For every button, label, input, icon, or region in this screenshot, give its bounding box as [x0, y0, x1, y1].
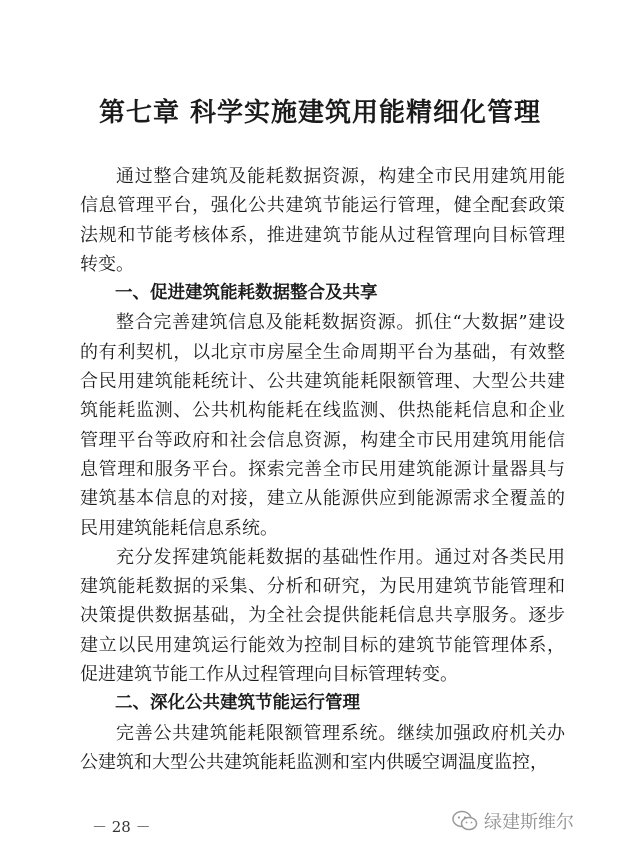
watermark [452, 808, 574, 834]
watermark-text: 绿建斯维尔 [484, 812, 574, 833]
section1-paragraph-1: 整合完善建筑信息及能耗数据资源。抓住“大数据”建设的有利契机，以北京市房屋全生命周期平台为基础，有效整合民用建筑能耗统计、公共建筑能耗限额管理、大型公共建筑能耗监测、公共机构能耗在线监测、供热能耗信息和企业管理平台等政府和社会信息资源，构建全市民用建筑用能信息管理和服务平台。探索完善全市民用建筑能源计量器具与建筑基本信息的对接，建立从能源供应到能源需求全覆盖的民用建筑能耗信息系统。 [80, 312, 565, 539]
section-heading-1: 一、促进建筑能耗数据整合及共享 [115, 283, 378, 304]
document-body [80, 162, 565, 777]
section1-paragraph-2: 充分发挥建筑能耗数据的基础性作用。通过对各类民用建筑能耗数据的采集、分析和研究，为民用建筑节能管理和决策提供数据基础，为全社会提供能耗信息共享服务。逐步建立以民用建筑运行能效为控制目标的建筑节能管理体系，促进建筑节能工作从过程管理向目标管理转变。 [80, 546, 565, 686]
section-heading-2: 二、深化公共建筑节能运行管理 [115, 693, 360, 714]
wechat-icon [452, 810, 478, 832]
chapter-title: 第七章 科学实施建筑用能精细化管理 [98, 98, 542, 128]
page-number: － 28 － [92, 818, 151, 836]
section2-paragraph-1: 完善公共建筑能耗限额管理系统。继续加强政府机关办公建筑和大型公共建筑能耗监测和室内供暖空调温度监控， [80, 722, 565, 773]
intro-paragraph: 通过整合建筑及能耗数据资源，构建全市民用建筑用能信息管理平台，强化公共建筑节能运行管理，健全配套政策法规和节能考核体系，推进建筑节能从过程管理向目标管理转变。 [80, 166, 565, 275]
